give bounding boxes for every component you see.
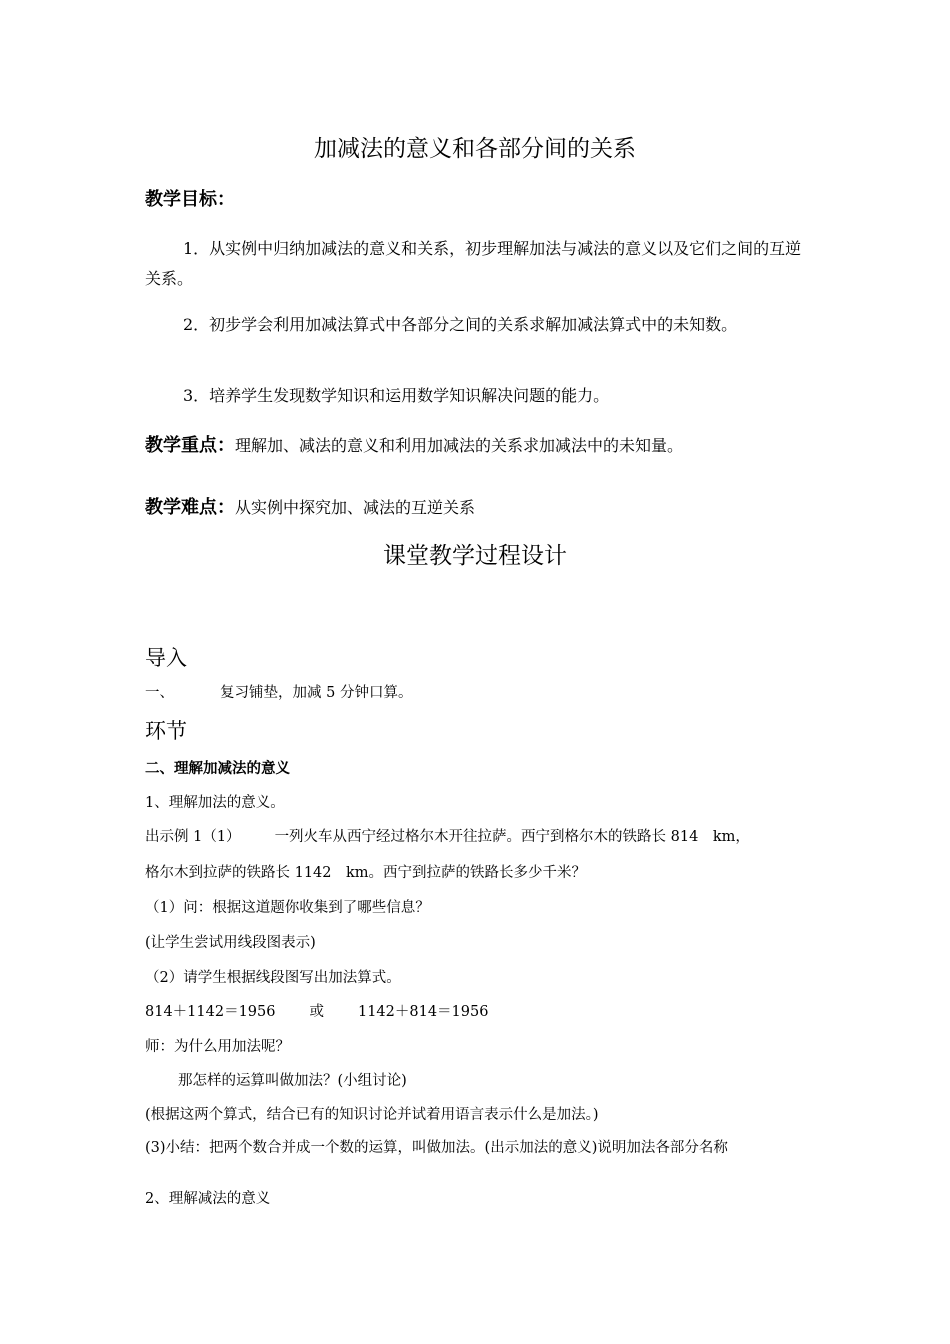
key-point [145, 434, 810, 457]
line-1: 1、理解加法的意义。 [145, 795, 285, 811]
step1-number: 一、 [145, 685, 174, 701]
objective-item-2: 2．初步学会利用加减法算式中各部分之间的关系求解加减法算式中的未知数。 [183, 315, 738, 334]
section-label: 环节 [145, 719, 187, 743]
key-point-text: 理解加、减法的意义和利用加减法的关系求加减法中的未知量。 [235, 436, 684, 455]
line-11: (3)小结：把两个数合并成一个数的运算，叫做加法。(出示加法的意义)说明加法各部分名称 [145, 1140, 728, 1156]
intro-label: 导入 [145, 646, 187, 670]
equation-1: 814＋1142＝1956 [145, 1004, 276, 1020]
line-2 [145, 828, 810, 847]
step2-heading: 二、理解加减法的意义 [145, 761, 290, 777]
document-title: 加减法的意义和各部分间的关系 [314, 136, 636, 162]
line-6: （2）请学生根据线段图写出加法算式。 [145, 970, 401, 986]
line-2-text: 一列火车从西宁经过格尔木开往拉萨。西宁到格尔木的铁路长 814 km， [274, 829, 750, 845]
objective-item-3: 3．培养学生发现数学知识和运用数学知识解决问题的能力。 [183, 386, 610, 405]
line-8: 师：为什么用加法呢？ [145, 1039, 290, 1055]
design-title: 课堂教学过程设计 [383, 543, 567, 569]
line-4: （1）问：根据这道题你收集到了哪些信息？ [145, 900, 430, 916]
line-9: 那怎样的运算叫做加法？(小组讨论) [178, 1073, 407, 1089]
equation-2: 1142＋814＝1956 [357, 1004, 489, 1020]
line-5: (让学生尝试用线段图表示) [145, 935, 316, 951]
difficulty [145, 496, 810, 519]
step1-text: 复习铺垫，加减 5 分钟口算。 [220, 685, 413, 701]
line-10: (根据这两个算式，结合已有的知识讨论并试着用语言表示什么是加法。) [145, 1107, 599, 1123]
line-2-prefix: 出示例 1（1） [145, 829, 241, 845]
line-12: 2、理解减法的意义 [145, 1191, 271, 1207]
equation-line [145, 1003, 810, 1022]
line-3: 格尔木到拉萨的铁路长 1142 km。西宁到拉萨的铁路长多少千米？ [145, 865, 587, 881]
difficulty-label: 教学难点： [145, 497, 235, 518]
objectives-heading: 教学目标： [145, 189, 235, 210]
equation-or: 或 [309, 1004, 324, 1020]
step1-line [145, 684, 810, 703]
objective-item-1: 1．从实例中归纳加减法的意义和关系，初步理解加法与减法的意义以及它们之间的互逆关系。 [145, 239, 802, 288]
key-point-label: 教学重点： [145, 435, 235, 456]
difficulty-text: 从实例中探究加、减法的互逆关系 [235, 498, 476, 517]
